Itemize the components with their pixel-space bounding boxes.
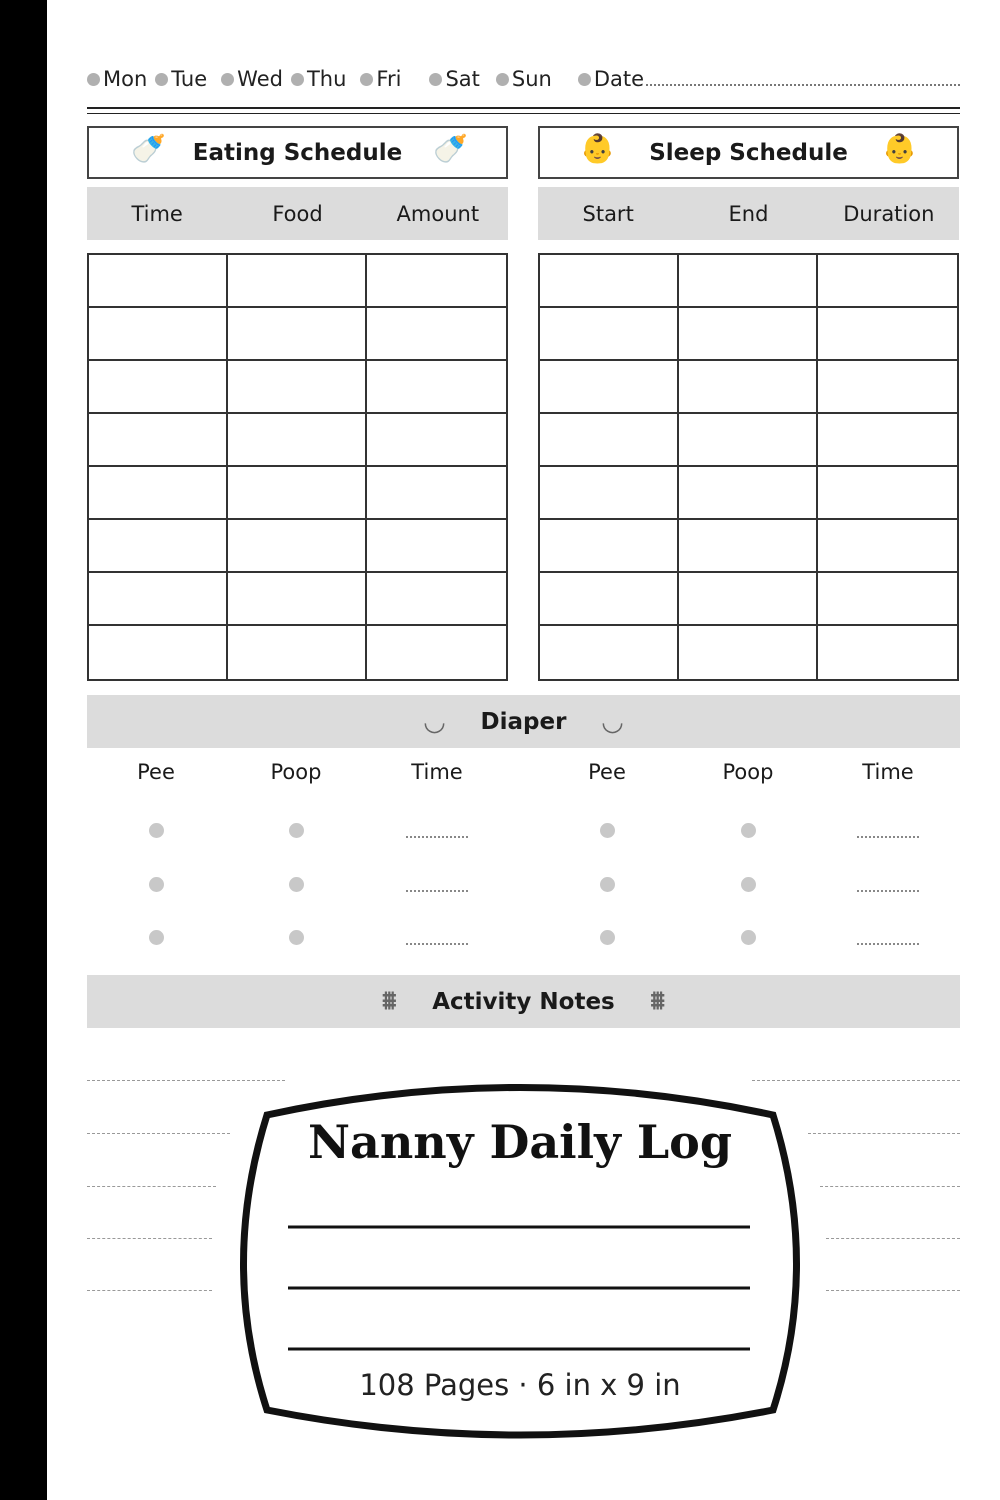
table-cell[interactable]: [228, 626, 367, 679]
checkbox-dot: [360, 73, 373, 86]
table-cell[interactable]: [818, 626, 957, 679]
sleep-table: [538, 253, 959, 681]
checkbox-dot: [291, 73, 304, 86]
diaper-column-header: Time: [411, 760, 463, 784]
swaddled-baby-icon: 👶: [882, 132, 917, 165]
day-label: Sun: [511, 67, 552, 91]
day-label: Wed: [237, 67, 283, 91]
checkbox-dot: [155, 73, 168, 86]
diaper-column-header: Time: [862, 760, 914, 784]
note-line[interactable]: [87, 1133, 230, 1134]
table-cell[interactable]: [228, 520, 367, 573]
table-cell[interactable]: [367, 626, 506, 679]
table-cell[interactable]: [818, 255, 957, 308]
date-label: Date: [593, 67, 645, 91]
eating-table: [87, 253, 508, 681]
table-cell[interactable]: [89, 573, 228, 626]
sleep-schedule-header: [538, 126, 959, 179]
day-label: Fri: [376, 67, 402, 91]
column-header: End: [728, 201, 769, 226]
pee-checkbox[interactable]: [149, 823, 164, 838]
day-wed[interactable]: [221, 67, 283, 91]
table-cell[interactable]: [818, 573, 957, 626]
table-cell[interactable]: [228, 414, 367, 467]
table-cell[interactable]: [89, 467, 228, 520]
table-cell[interactable]: [89, 308, 228, 361]
book-subtitle: 108 Pages · 6 in x 9 in: [359, 1368, 681, 1402]
table-cell[interactable]: [679, 520, 818, 573]
table-cell[interactable]: [679, 361, 818, 414]
checkbox-dot: [87, 73, 100, 86]
column-header: Duration: [843, 201, 935, 226]
note-line[interactable]: [87, 1290, 212, 1291]
table-cell[interactable]: [818, 414, 957, 467]
table-cell[interactable]: [540, 308, 679, 361]
day-selector: [87, 66, 960, 92]
diaper-header: [87, 695, 960, 748]
table-cell[interactable]: [540, 255, 679, 308]
table-cell[interactable]: [228, 573, 367, 626]
note-line[interactable]: [87, 1186, 216, 1187]
pee-checkbox[interactable]: [600, 823, 615, 838]
poop-checkbox[interactable]: [741, 930, 756, 945]
table-cell[interactable]: [540, 520, 679, 573]
diaper-icon: ◡: [424, 706, 445, 737]
crib-mobile-icon: ⩩: [650, 986, 665, 1016]
column-header: Amount: [396, 201, 480, 226]
section-title: Activity Notes: [432, 988, 615, 1015]
crib-mobile-icon: ⩩: [382, 986, 397, 1016]
baby-bottle-icon: 🍼: [433, 132, 468, 165]
table-cell[interactable]: [367, 255, 506, 308]
table-cell[interactable]: [228, 255, 367, 308]
poop-checkbox[interactable]: [289, 823, 304, 838]
day-label: Tue: [171, 67, 208, 91]
book-title: Nanny Daily Log: [307, 1115, 733, 1169]
table-cell[interactable]: [367, 520, 506, 573]
note-line[interactable]: [826, 1238, 960, 1239]
note-line[interactable]: [820, 1186, 960, 1187]
checkbox-dot: [221, 73, 234, 86]
diaper-column-header: Pee: [137, 760, 175, 784]
poop-checkbox[interactable]: [741, 823, 756, 838]
table-cell[interactable]: [679, 255, 818, 308]
diaper-column-header: Pee: [588, 760, 626, 784]
table-cell[interactable]: [818, 520, 957, 573]
table-cell[interactable]: [228, 467, 367, 520]
swaddled-baby-icon: 👶: [580, 132, 615, 165]
eating-column-headers: [87, 187, 508, 240]
day-label: Sat: [445, 67, 480, 91]
table-cell[interactable]: [818, 361, 957, 414]
pee-checkbox[interactable]: [149, 930, 164, 945]
poop-checkbox[interactable]: [289, 930, 304, 945]
table-cell[interactable]: [679, 308, 818, 361]
table-cell[interactable]: [818, 467, 957, 520]
poop-checkbox[interactable]: [741, 877, 756, 892]
table-cell[interactable]: [679, 573, 818, 626]
column-header: Time: [131, 201, 183, 226]
table-cell[interactable]: [540, 361, 679, 414]
time-entry-line[interactable]: [406, 836, 468, 838]
baby-bottle-icon: 🍼: [131, 132, 166, 165]
table-cell[interactable]: [367, 414, 506, 467]
day-tue[interactable]: [155, 67, 207, 91]
note-line[interactable]: [808, 1133, 960, 1134]
table-cell[interactable]: [679, 626, 818, 679]
table-cell[interactable]: [679, 414, 818, 467]
time-entry-line[interactable]: [857, 890, 919, 892]
table-cell[interactable]: [367, 361, 506, 414]
day-label: Thu: [306, 67, 347, 91]
eating-schedule-header: [87, 126, 508, 179]
table-cell[interactable]: [818, 308, 957, 361]
checkbox-dot: [429, 73, 442, 86]
pee-checkbox[interactable]: [600, 930, 615, 945]
date-field[interactable]: [578, 67, 644, 91]
date-input-line[interactable]: [646, 72, 960, 86]
table-cell[interactable]: [89, 414, 228, 467]
column-header: Start: [582, 201, 634, 226]
table-cell[interactable]: [540, 414, 679, 467]
pee-checkbox[interactable]: [149, 877, 164, 892]
pee-checkbox[interactable]: [600, 877, 615, 892]
day-mon[interactable]: [87, 67, 147, 91]
table-cell[interactable]: [679, 467, 818, 520]
note-line[interactable]: [87, 1238, 212, 1239]
time-entry-line[interactable]: [857, 836, 919, 838]
day-sun[interactable]: [496, 67, 552, 91]
table-cell[interactable]: [540, 573, 679, 626]
time-entry-line[interactable]: [406, 890, 468, 892]
day-label: Mon: [103, 67, 148, 91]
table-cell[interactable]: [228, 361, 367, 414]
diaper-icon: ◡: [602, 706, 623, 737]
section-title: Eating Schedule: [192, 139, 403, 166]
checkbox-dot: [496, 73, 509, 86]
divider: [87, 113, 960, 114]
section-title: Diaper: [480, 708, 567, 735]
day-sat[interactable]: [429, 67, 479, 91]
book-spine: [0, 0, 47, 1500]
table-cell[interactable]: [228, 308, 367, 361]
activity-notes-header: [87, 975, 960, 1028]
table-cell[interactable]: [367, 467, 506, 520]
diaper-column-header: Poop: [722, 760, 774, 784]
day-fri[interactable]: [360, 67, 401, 91]
divider: [87, 107, 960, 109]
note-line[interactable]: [826, 1290, 960, 1291]
table-cell[interactable]: [367, 573, 506, 626]
sleep-column-headers: [538, 187, 959, 240]
table-cell[interactable]: [89, 255, 228, 308]
table-cell[interactable]: [367, 308, 506, 361]
section-title: Sleep Schedule: [649, 139, 848, 166]
checkbox-dot: [578, 73, 591, 86]
table-cell[interactable]: [89, 626, 228, 679]
time-entry-line[interactable]: [857, 943, 919, 945]
day-thu[interactable]: [291, 67, 346, 91]
table-cell[interactable]: [89, 520, 228, 573]
table-cell[interactable]: [540, 626, 679, 679]
table-cell[interactable]: [540, 467, 679, 520]
time-entry-line[interactable]: [406, 943, 468, 945]
diaper-column-header: Poop: [270, 760, 322, 784]
column-header: Food: [272, 201, 323, 226]
table-cell[interactable]: [89, 361, 228, 414]
poop-checkbox[interactable]: [289, 877, 304, 892]
